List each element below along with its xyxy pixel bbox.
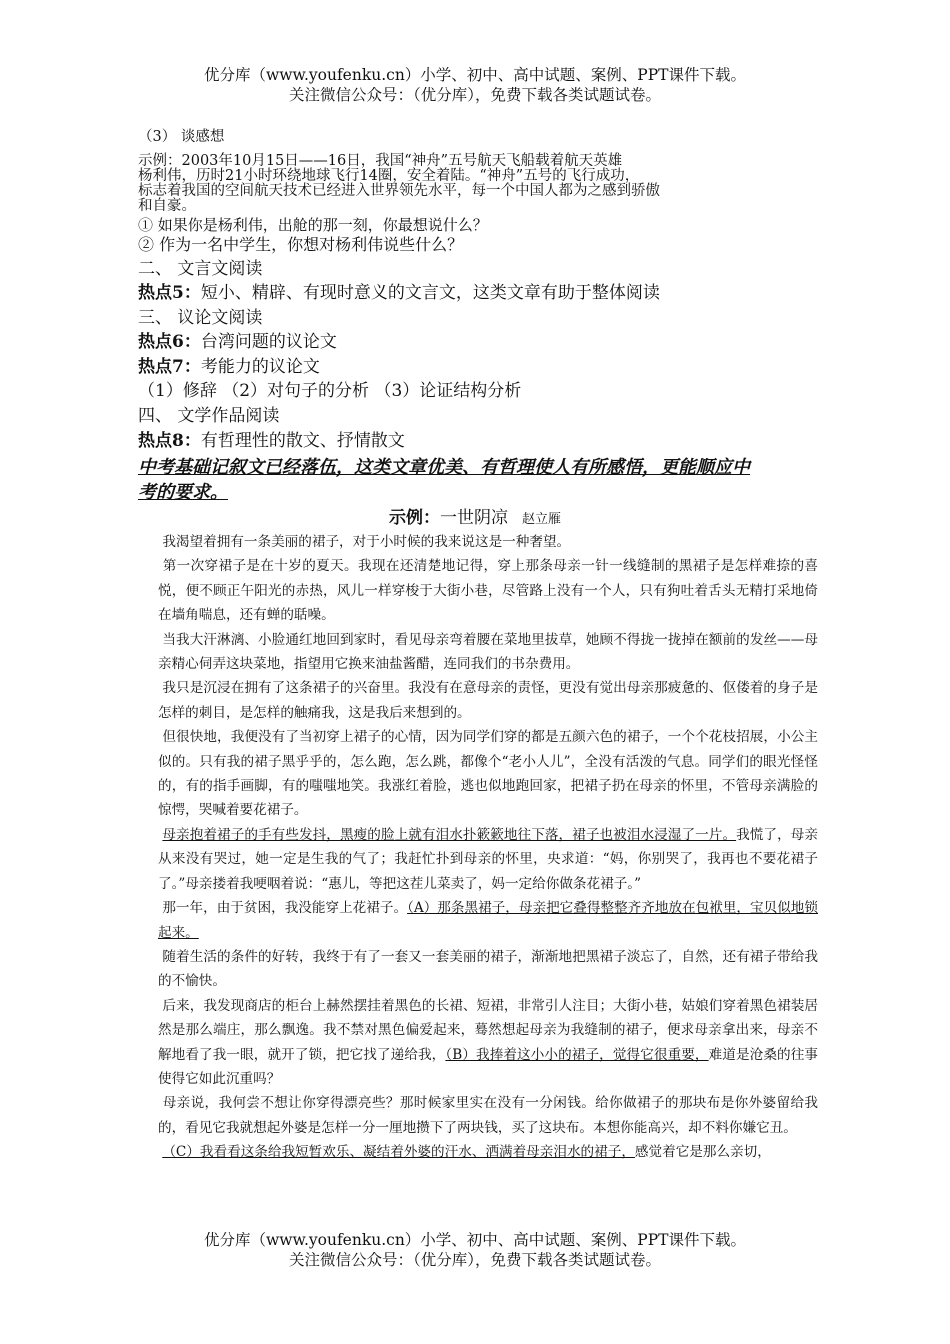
section-2-heading: 二、 文言文阅读 (138, 259, 263, 279)
story-underlined-text: （A）那条黑裙子，母亲把它叠得整整齐齐地放在包袱里，宝贝似地锁起来。 (158, 900, 819, 941)
story-title-row (0, 506, 950, 532)
example-intro (138, 154, 828, 214)
hotspot-6-label: 热点6： (138, 332, 201, 352)
story-paragraph (158, 676, 818, 725)
header-line-1: 优分库（www.youfenku.cn）小学、初中、高中试题、案例、PPT课件下载。 (203, 66, 747, 84)
story-text: 难道是沧桑的往事使得它如此沉重吗？ (158, 1046, 819, 1087)
story-text: 我慌了，母亲从来没有哭过，她一定是生我的气了；我赶忙扑到母亲的怀里，央求道：“妈，你别哭了，我再也不要花裙子了。”母亲搂着我哽咽着说：“惠儿，等把这茬儿菜卖了，妈一定给你做条花裙子。” (158, 826, 819, 892)
hotspot-5-label: 热点5： (138, 283, 201, 303)
page-footer (0, 1230, 950, 1270)
header-line-2: 关注微信公众号：（优分库），免费下载各类试题试卷。 (288, 86, 661, 104)
hotspot-5-text: 短小、精辟、有现时意义的文言文，这类文章有助于整体阅读 (200, 283, 660, 303)
story-paragraph (158, 725, 818, 823)
example-intro-line: 杨利伟，历时21小时环绕地球飞行14圈，安全着陆。“神舟”五号的飞行成功， (138, 168, 640, 184)
story-paragraph (158, 1091, 818, 1140)
story-text: 随着生活的条件的好转，我终于有了一套又一套美丽的裙子，渐渐地把黑裙子淡忘了，自然，还有裙子带给我的不愉快。 (158, 948, 818, 990)
hotspot-7-label: 热点7： (138, 357, 201, 377)
hotspot-7 (138, 355, 828, 379)
story-paragraph (158, 530, 818, 554)
story-text: 后来，我发现商店的柜台上赫然摆挂着黑色的长裙、短裙，非常引人注目；大街小巷，姑娘们穿着黑色裙装居然是那么端庄，那么飘逸。我不禁对黑色偏爱起来，蓦然想起母亲为我缝制的裙子，便求母亲拿出来，母亲不解地看了我一眼，就开了锁，把它找了递给我， (158, 997, 818, 1063)
story-paragraph (158, 896, 818, 945)
story-text: 我渴望着拥有一条美丽的裙子，对于小时候的我来说这是一种奢望。 (162, 534, 571, 550)
hotspot-5 (138, 281, 828, 305)
story-text: 第一次穿裙子是在十岁的夏天。我现在还清楚地记得，穿上那条母亲一针一线缝制的黑裙子是怎样难捺的喜悦，便不顾正午阳光的赤热，风儿一样穿梭于大街小巷，尽管路上没有一个人，只有狗吐着舌头无精打采地倚在墙角喘息，还有蝉的聒噪。 (158, 558, 818, 624)
story-underlined-text: （B）我捧着这小小的裙子，觉得它很重要， (445, 1046, 709, 1063)
hotspot-6-text: 台湾问题的议论文 (200, 332, 337, 352)
story-paragraph (158, 823, 818, 896)
hotspot-8-text: 有哲理性的散文、抒情散文 (200, 431, 405, 451)
sub-items: （1）修辞 （2）对句子的分析 （3）论证结构分析 (138, 381, 522, 401)
hotspot-7-text: 考能力的议论文 (200, 357, 320, 377)
highlight-line-2: 考的要求。 (138, 482, 228, 503)
story-paragraph (158, 994, 818, 1092)
example-intro-line: 标志着我国的空间航天技术已经进入世界领先水平，每一个中国人都为之感到骄傲 (138, 183, 660, 199)
story-text: 那一年，由于贫困，我没能穿上花裙子。 (162, 900, 408, 917)
story-text: 我只是沉浸在拥有了这条裙子的兴奋里。我没有在意母亲的责怪，更没有觉出母亲那疲惫的、伛偻着的身子是怎样的刺目，是怎样的触痛我，这是我后来想到的。 (158, 680, 818, 721)
story-underlined-text: 母亲抱着裙子的手有些发抖，黑瘦的脸上就有泪水扑簌簌地往下落，裙子也被泪水浸湿了一片。 (162, 826, 737, 843)
highlight-note (138, 455, 828, 505)
question-1: ① 如果你是杨利伟，出舱的那一刻，你最想说什么？ (138, 216, 488, 234)
story-paragraph (158, 554, 818, 627)
page-header (0, 65, 950, 105)
highlight-line-1: 中考基础记叙文已经落伍，这类文章优美、有哲理使人有所感悟，更能顺应中 (138, 457, 750, 478)
story-paragraph (158, 945, 818, 994)
story-label: 示例： (388, 508, 440, 528)
section-3-title: （3） 谈感想 (138, 129, 225, 145)
example-intro-line: 示例：2003年10月15日——16日，我国“神舟”五号航天飞船载着航天英雄 (138, 153, 623, 169)
story-text: 感觉着它是那么亲切， (634, 1144, 771, 1161)
story-paragraph (158, 1140, 818, 1164)
hotspot-8-label: 热点8： (138, 431, 201, 451)
story-text: 当我大汗淋漓、小脸通红地回到家时，看见母亲弯着腰在菜地里拔草，她顾不得拢一拢掉在额前的发丝——母亲精心伺弄这块菜地，指望用它换来油盐酱醋，连同我们的书杂费用。 (158, 631, 818, 673)
story-author: 赵立雁 (521, 512, 561, 527)
story-paragraph (158, 628, 818, 677)
story-body (158, 530, 818, 1165)
question-2: ② 作为一名中学生，你想对杨利伟说些什么？ (138, 235, 464, 254)
story-text: 母亲说，我何尝不想让你穿得漂亮些？那时候家里实在没有一分闲钱。给你做裙子的那块布是你外婆留给我的，看见它我就想起外婆是怎样一分一厘地攒下了两块钱，买了这块布。本想你能高兴，却不料你嫌它丑。 (158, 1095, 818, 1136)
section-3-heading: 三、 议论文阅读 (138, 308, 263, 328)
story-text: 但很快地，我便没有了当初穿上裙子的心情，因为同学们穿的都是五颜六色的裙子，一个个花枝招展，小公主似的。只有我的裙子黑乎乎的，怎么跑，怎么跳，都像个“老小人儿”，全没有活泼的气息。同学们的眼光怪怪的，有的指手画脚，有的嗤嗤地笑。我涨红着脸，逃也似地跑回家，把裙子扔在母亲的怀里，不管母亲满脸的惊愕，哭喊着要花裙子。 (158, 729, 818, 819)
footer-line-2: 关注微信公众号：（优分库），免费下载各类试题试卷。 (288, 1251, 661, 1269)
hotspot-6 (138, 330, 828, 354)
hotspot-8 (138, 429, 828, 453)
story-underlined-text: （C）我看看这条给我短暂欢乐、凝结着外婆的汗水、洒满着母亲泪水的裙子， (162, 1144, 635, 1161)
story-title: 一世阴凉 (439, 508, 508, 528)
section-4-heading: 四、 文学作品阅读 (138, 406, 280, 426)
footer-line-1: 优分库（www.youfenku.cn）小学、初中、高中试题、案例、PPT课件下载。 (203, 1231, 747, 1249)
example-intro-line: 和自豪。 (138, 198, 196, 214)
